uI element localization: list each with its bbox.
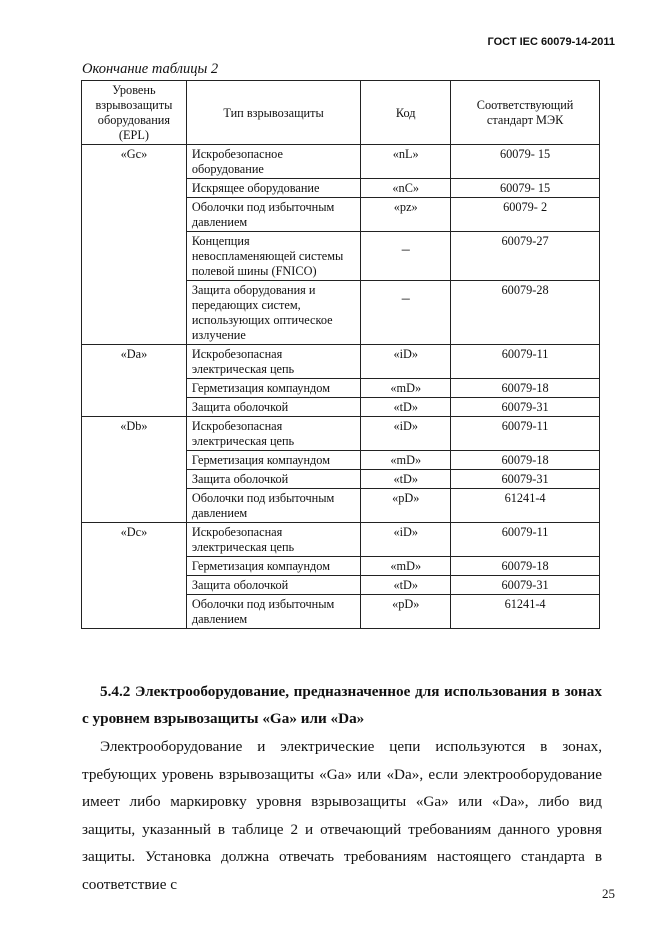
- code-cell: «nL»: [361, 145, 451, 179]
- type-cell: Защита оболочкой: [186, 398, 360, 417]
- code-cell: «mD»: [361, 379, 451, 398]
- type-cell: Искробезопасное оборудование: [186, 145, 360, 179]
- std-cell: 60079-11: [451, 345, 600, 379]
- std-cell: 60079-18: [451, 451, 600, 470]
- std-cell: 60079-28: [451, 281, 600, 345]
- epl-cell: «Db»: [82, 417, 187, 523]
- code-cell: «tD»: [361, 576, 451, 595]
- type-cell: Искрящее оборудование: [186, 179, 360, 198]
- std-cell: 60079- 15: [451, 179, 600, 198]
- type-cell: Искробезопасная электрическая цепь: [186, 523, 360, 557]
- code-cell: [361, 281, 451, 345]
- std-cell: 60079- 2: [451, 198, 600, 232]
- type-cell: Защита оболочкой: [186, 576, 360, 595]
- table-row: [82, 345, 600, 379]
- protection-types-table: [81, 80, 600, 629]
- code-cell: «tD»: [361, 470, 451, 489]
- table-caption: Окончание таблицы 2: [82, 61, 219, 77]
- code-cell: «nC»: [361, 179, 451, 198]
- std-cell: 60079-27: [451, 232, 600, 281]
- body-paragraph: Электрооборудование и электрические цепи используются в зонах, требующих уровень взрывозащиты «Ga» или «Da», если электрооборудование имеет либо маркировку уровня взрывозащиты «Ga» или «Da», либо вид защиты, указанный в таблице 2 и отвечающий требованиям данного уровня защиты. Установка должна отвечать требованиям настоящего стандарта в соответствие с: [82, 738, 602, 893]
- epl-cell: «Dc»: [82, 523, 187, 629]
- std-cell: 60079-31: [451, 398, 600, 417]
- header-code: Код: [361, 81, 451, 145]
- code-cell: «iD»: [361, 523, 451, 557]
- type-cell: Герметизация компаундом: [186, 451, 360, 470]
- document-header: ГОСТ IEC 60079-14-2011: [487, 36, 615, 48]
- header-epl: Уровень взрывозащиты оборудования (EPL): [82, 81, 187, 145]
- section-heading: 5.4.2 Электрооборудование, предназначенное для использования в зонах с уровнем взрывозащиты «Ga» или «Da»: [82, 683, 602, 727]
- std-cell: 60079-18: [451, 379, 600, 398]
- header-std: Соответствующий стандарт МЭК: [451, 81, 600, 145]
- epl-cell: «Da»: [82, 345, 187, 417]
- code-cell: «tD»: [361, 398, 451, 417]
- std-cell: 61241-4: [451, 489, 600, 523]
- page-number: 25: [602, 886, 615, 901]
- std-cell: 60079- 15: [451, 145, 600, 179]
- code-cell: «iD»: [361, 345, 451, 379]
- code-cell: «mD»: [361, 451, 451, 470]
- code-cell: [361, 232, 451, 281]
- std-cell: 60079-31: [451, 470, 600, 489]
- std-cell: 60079-31: [451, 576, 600, 595]
- table-row: [82, 417, 600, 451]
- type-cell: Оболочки под избыточным давлением: [186, 198, 360, 232]
- type-cell: Искробезопасная электрическая цепь: [186, 345, 360, 379]
- std-cell: 60079-11: [451, 417, 600, 451]
- code-cell: «mD»: [361, 557, 451, 576]
- epl-cell: «Gc»: [82, 145, 187, 345]
- code-dash: –: [401, 241, 410, 258]
- type-cell: Оболочки под избыточным давлением: [186, 595, 360, 629]
- table-header-row: [82, 81, 600, 145]
- type-cell: Герметизация компаундом: [186, 557, 360, 576]
- code-cell: «pD»: [361, 489, 451, 523]
- code-cell: «pz»: [361, 198, 451, 232]
- type-cell: Концепция невоспламеняющей системы полевой шины (FNICO): [186, 232, 360, 281]
- code-cell: «iD»: [361, 417, 451, 451]
- std-cell: 60079-11: [451, 523, 600, 557]
- type-cell: Оболочки под избыточным давлением: [186, 489, 360, 523]
- type-cell: Герметизация компаундом: [186, 379, 360, 398]
- table-row: [82, 145, 600, 179]
- code-dash: –: [401, 290, 410, 307]
- type-cell: Искробезопасная электрическая цепь: [186, 417, 360, 451]
- std-cell: 61241-4: [451, 595, 600, 629]
- code-cell: «pD»: [361, 595, 451, 629]
- type-cell: Защита оболочкой: [186, 470, 360, 489]
- type-cell: Защита оборудования и передающих систем, использующих оптическое излучение: [186, 281, 360, 345]
- table-row: [82, 523, 600, 557]
- std-cell: 60079-18: [451, 557, 600, 576]
- header-type: Тип взрывозащиты: [186, 81, 360, 145]
